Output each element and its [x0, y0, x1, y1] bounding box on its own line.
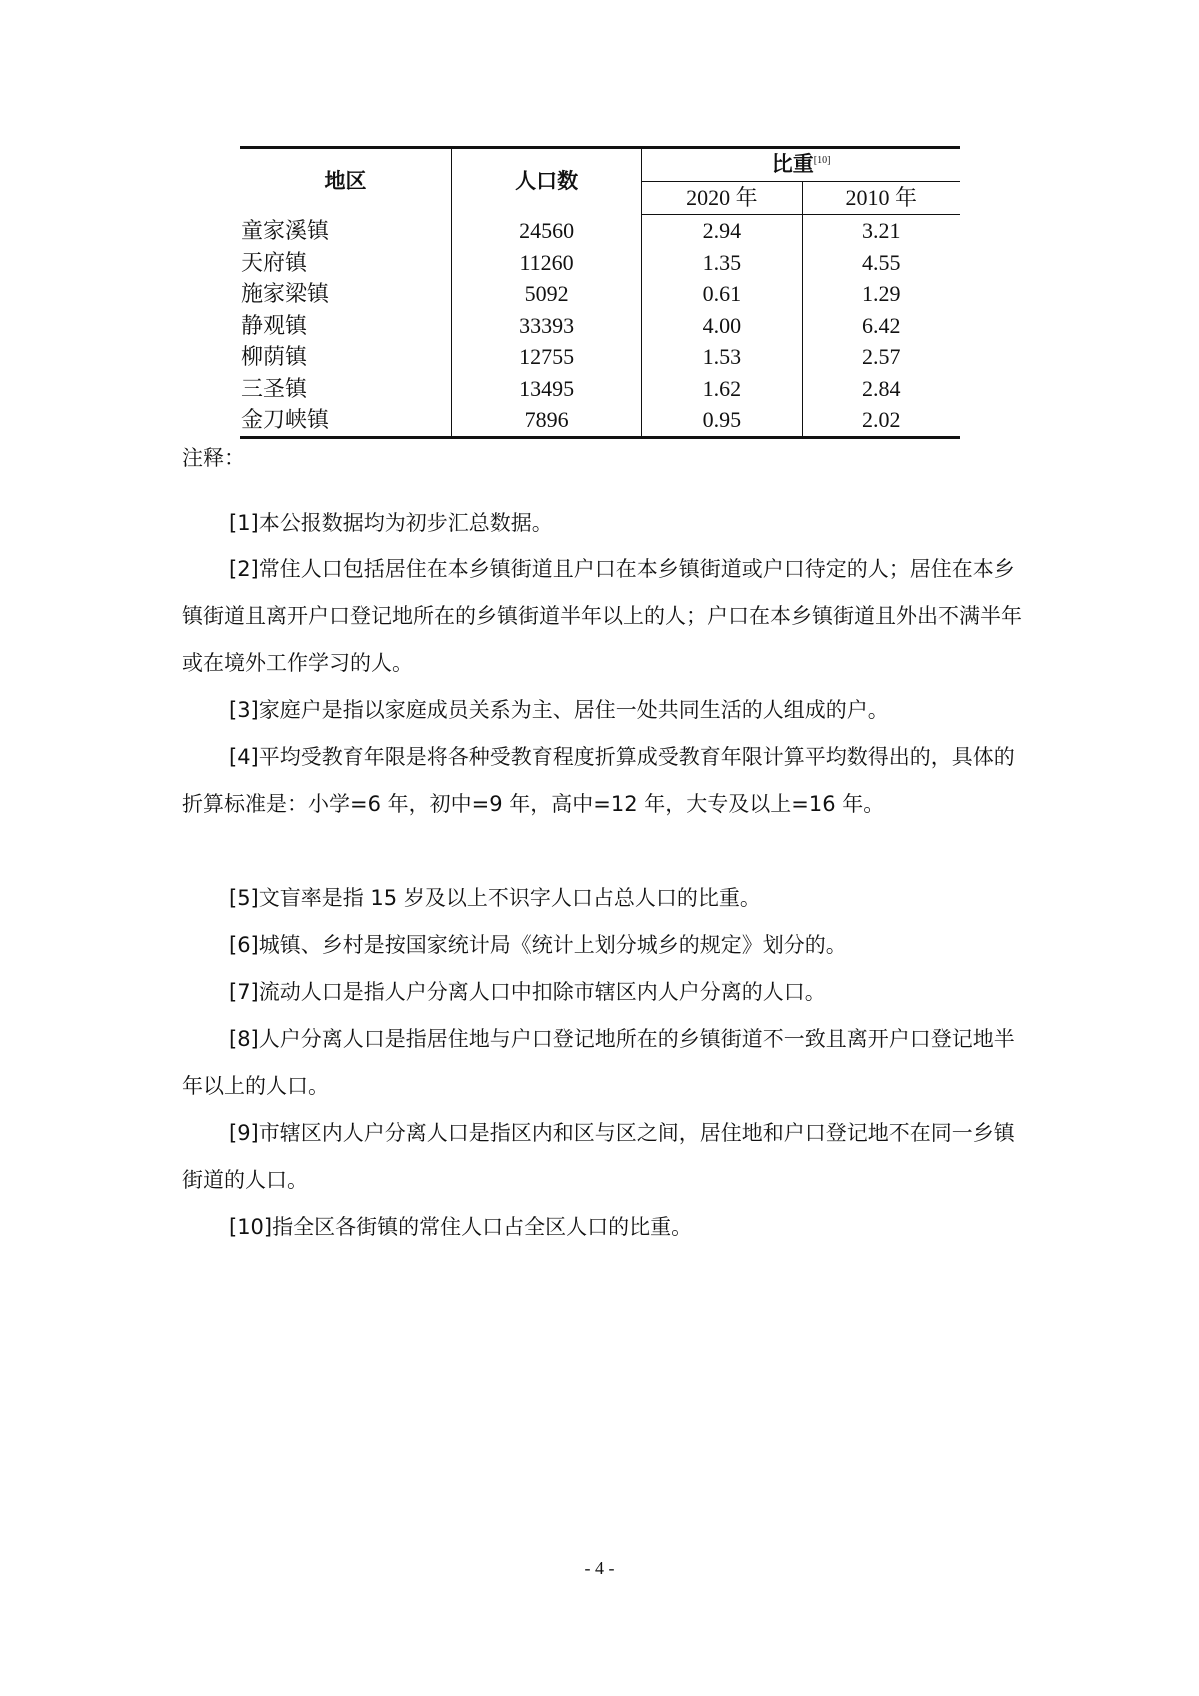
note-item: [10]指全区各街镇的常住人口占全区人口的比重。: [229, 1215, 693, 1239]
cell-share-2010: 1.29: [802, 278, 960, 310]
header-share-ref: [10]: [813, 155, 831, 167]
cell-share-2010: 2.57: [802, 341, 960, 373]
cell-share-2020: 4.00: [642, 310, 802, 342]
table-row: [240, 341, 960, 373]
cell-population: 11260: [451, 247, 641, 279]
page-number: - 4 -: [584, 1558, 615, 1578]
cell-share-2010: 4.55: [802, 247, 960, 279]
note-item: [1]本公报数据均为初步汇总数据。: [229, 511, 553, 535]
cell-population: 13495: [451, 373, 641, 405]
cell-region: 施家梁镇: [241, 281, 330, 306]
table-row: [240, 215, 960, 247]
cell-share-2020: 1.35: [642, 247, 802, 279]
cell-share-2010: 2.02: [802, 404, 960, 437]
cell-share-2020: 0.95: [642, 404, 802, 437]
cell-share-2020: 1.53: [642, 341, 802, 373]
cell-share-2010: 2.84: [802, 373, 960, 405]
cell-region: 金刀峡镇: [240, 404, 451, 437]
notes-heading: 注释：: [182, 446, 245, 470]
cell-population: 12755: [451, 341, 641, 373]
cell-share-2010: 6.42: [802, 310, 960, 342]
header-share: [642, 148, 960, 182]
cell-region: 静观镇: [241, 312, 308, 338]
table-row: [240, 278, 960, 310]
note-item: [8]人户分离人口是指居住地与户口登记地所在的乡镇街道不一致且离开户口登记地半年以上的人口。: [182, 1027, 1015, 1098]
cell-region: 童家溪镇: [241, 217, 330, 243]
cell-population: 5092: [451, 278, 641, 310]
cell-region: 天府镇: [241, 249, 308, 275]
cell-population: 24560: [451, 215, 641, 247]
note-item: [7]流动人口是指人户分离人口中扣除市辖区内人户分离的人口。: [229, 980, 826, 1004]
cell-share-2020: 0.61: [642, 278, 802, 310]
header-year-2010: 2010 年: [802, 182, 960, 215]
cell-region: 三圣镇: [241, 375, 308, 401]
note-item: [6]城镇、乡村是按国家统计局《统计上划分城乡的规定》划分的。: [229, 933, 847, 957]
cell-share-2020: 2.94: [642, 215, 802, 247]
note-item: [5]文盲率是指 15 岁及以上不识字人口占总人口的比重。: [229, 886, 761, 910]
note-item: [3]家庭户是指以家庭成员关系为主、居住一处共同生活的人组成的户。: [229, 698, 889, 722]
cell-share-2010: 3.21: [802, 215, 960, 247]
table-row: [240, 373, 960, 405]
header-year-2020: 2020 年: [642, 182, 802, 215]
table-row: [240, 404, 960, 437]
header-population: 人口数: [451, 148, 641, 215]
cell-population: 33393: [451, 310, 641, 342]
table-row: [240, 310, 960, 342]
population-table: [240, 146, 960, 439]
note-item: [9]市辖区内人户分离人口是指区内和区与区之间，居住地和户口登记地不在同一乡镇街道的人口。: [182, 1121, 1015, 1192]
cell-region: 柳荫镇: [241, 344, 308, 369]
header-region: 地区: [240, 148, 451, 215]
note-item: [2]常住人口包括居住在本乡镇街道且户口在本乡镇街道或户口待定的人；居住在本乡镇街道且离开户口登记地所在的乡镇街道半年以上的人；户口在本乡镇街道且外出不满半年或在境外工作学习的人。: [182, 557, 1022, 675]
cell-population: 7896: [451, 404, 641, 437]
header-share-label: 比重: [771, 152, 814, 177]
table-row: [240, 247, 960, 279]
cell-share-2020: 1.62: [642, 373, 802, 405]
note-item: [4]平均受教育年限是将各种受教育程度折算成受教育年限计算平均数得出的，具体的折算标准是：小学=6 年，初中=9 年，高中=12 年，大专及以上=16 年。: [182, 745, 1015, 816]
